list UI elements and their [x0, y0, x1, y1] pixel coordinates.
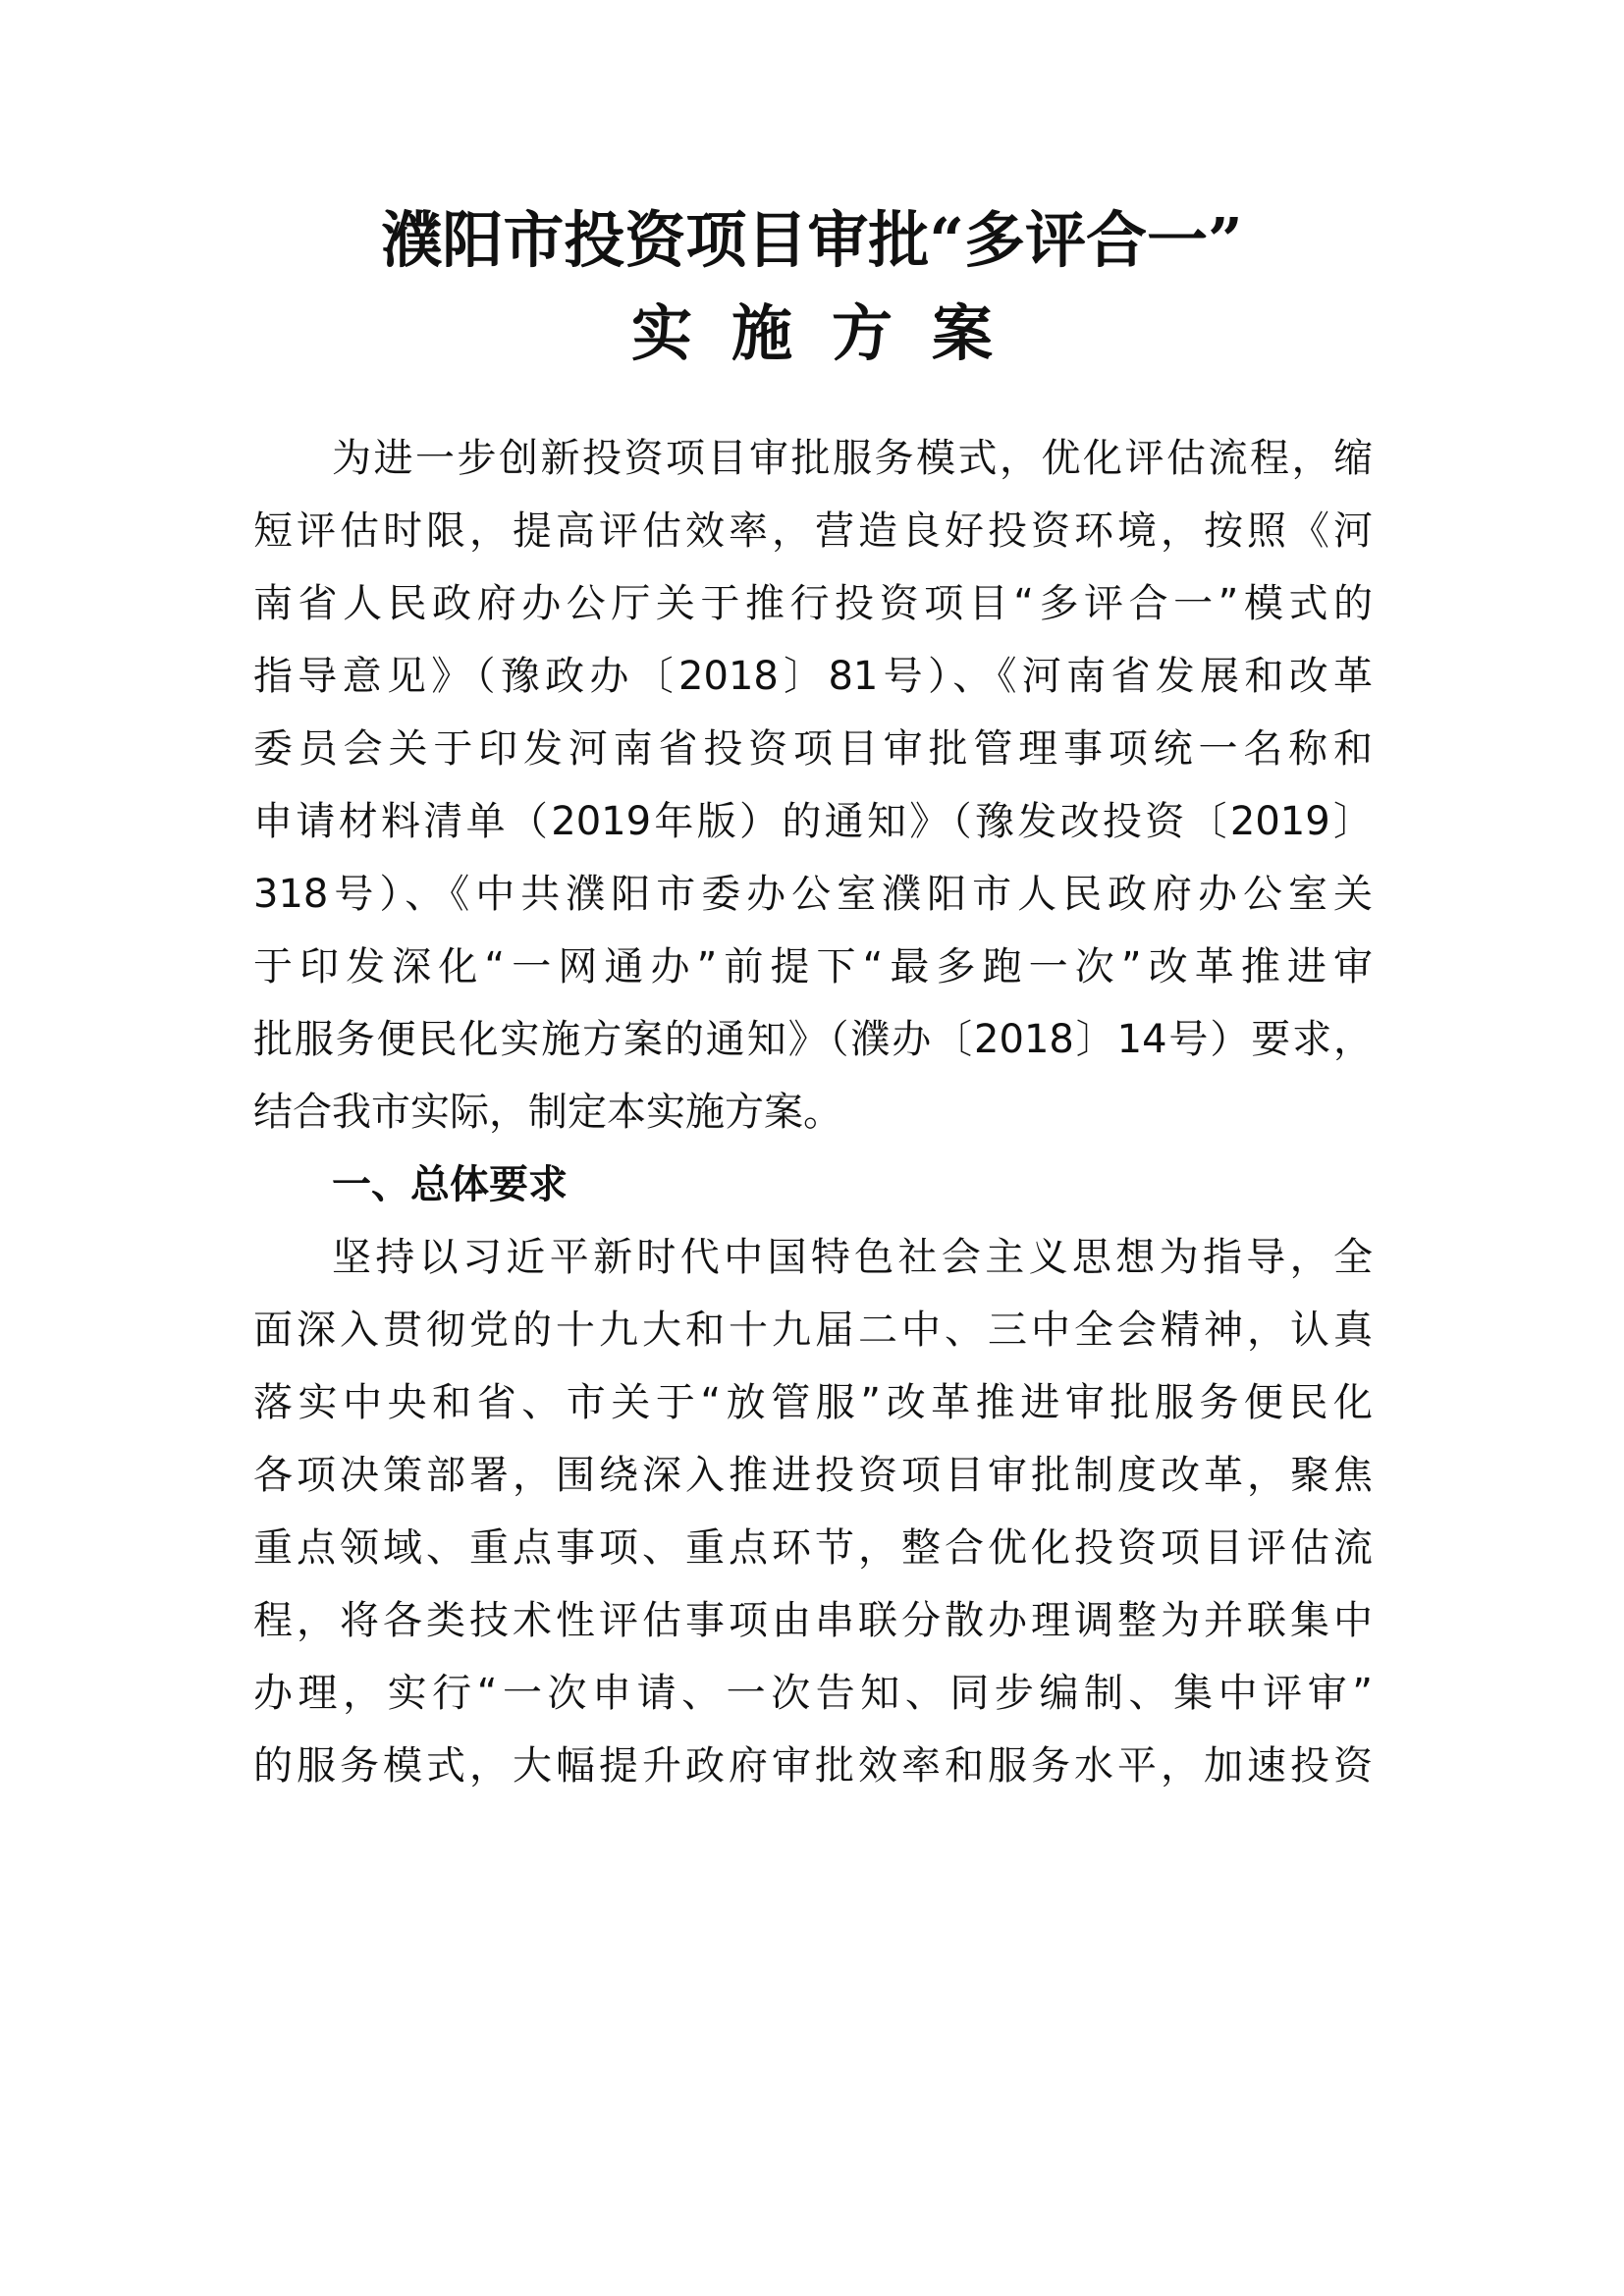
paragraph1-line: 南省人民政府办公厅关于推行投资项目“多评合一”模式的 [253, 581, 1373, 626]
paragraph2-line: 各项决策部署，围绕深入推进投资项目审批制度改革，聚焦 [253, 1453, 1373, 1498]
section-heading: 一、总体要求 [332, 1162, 568, 1207]
paragraph1-line: 结合我市实际，制定本实施方案。 [253, 1090, 842, 1135]
paragraph1-line: 委员会关于印发河南省投资项目审批管理事项统一名称和 [253, 726, 1373, 772]
paragraph1-line: 短评估时限，提高评估效率，营造良好投资环境，按照《河 [253, 508, 1373, 554]
paragraph2-line: 的服务模式，大幅提升政府审批效率和服务水平，加速投资 [253, 1743, 1373, 1789]
paragraph2-line: 程，将各类技术性评估事项由串联分散办理调整为并联集中 [253, 1598, 1373, 1643]
paragraph1-line: 申请材料清单（2019年版）的通知》（豫发改投资〔2019〕 [253, 799, 1373, 844]
document-subtitle: 实施方案 [630, 297, 1032, 369]
paragraph2-line: 面深入贯彻党的十九大和十九届二中、三中全会精神，认真 [253, 1308, 1373, 1353]
paragraph2-line: 重点领域、重点事项、重点环节，整合优化投资项目评估流 [253, 1525, 1373, 1571]
paragraph1-line: 318号）、《中共濮阳市委办公室濮阳市人民政府办公室关 [253, 872, 1373, 917]
paragraph1-line: 指导意见》（豫政办〔2018〕81号）、《河南省发展和改革 [253, 654, 1373, 699]
document-title: 濮阳市投资项目审批“多评合一” [381, 204, 1243, 276]
paragraph1-line: 于印发深化“一网通办”前提下“最多跑一次”改革推进审 [253, 944, 1373, 989]
paragraph1-line: 为进一步创新投资项目审批服务模式，优化评估流程，缩 [332, 436, 1373, 481]
paragraph2-line: 办理，实行“一次申请、一次告知、同步编制、集中评审” [253, 1671, 1373, 1716]
paragraph2-line: 落实中央和省、市关于“放管服”改革推进审批服务便民化 [253, 1380, 1373, 1425]
paragraph1-line: 批服务便民化实施方案的通知》（濮办〔2018〕14号）要求， [253, 1017, 1373, 1062]
paragraph2-line: 坚持以习近平新时代中国特色社会主义思想为指导，全 [332, 1235, 1373, 1280]
